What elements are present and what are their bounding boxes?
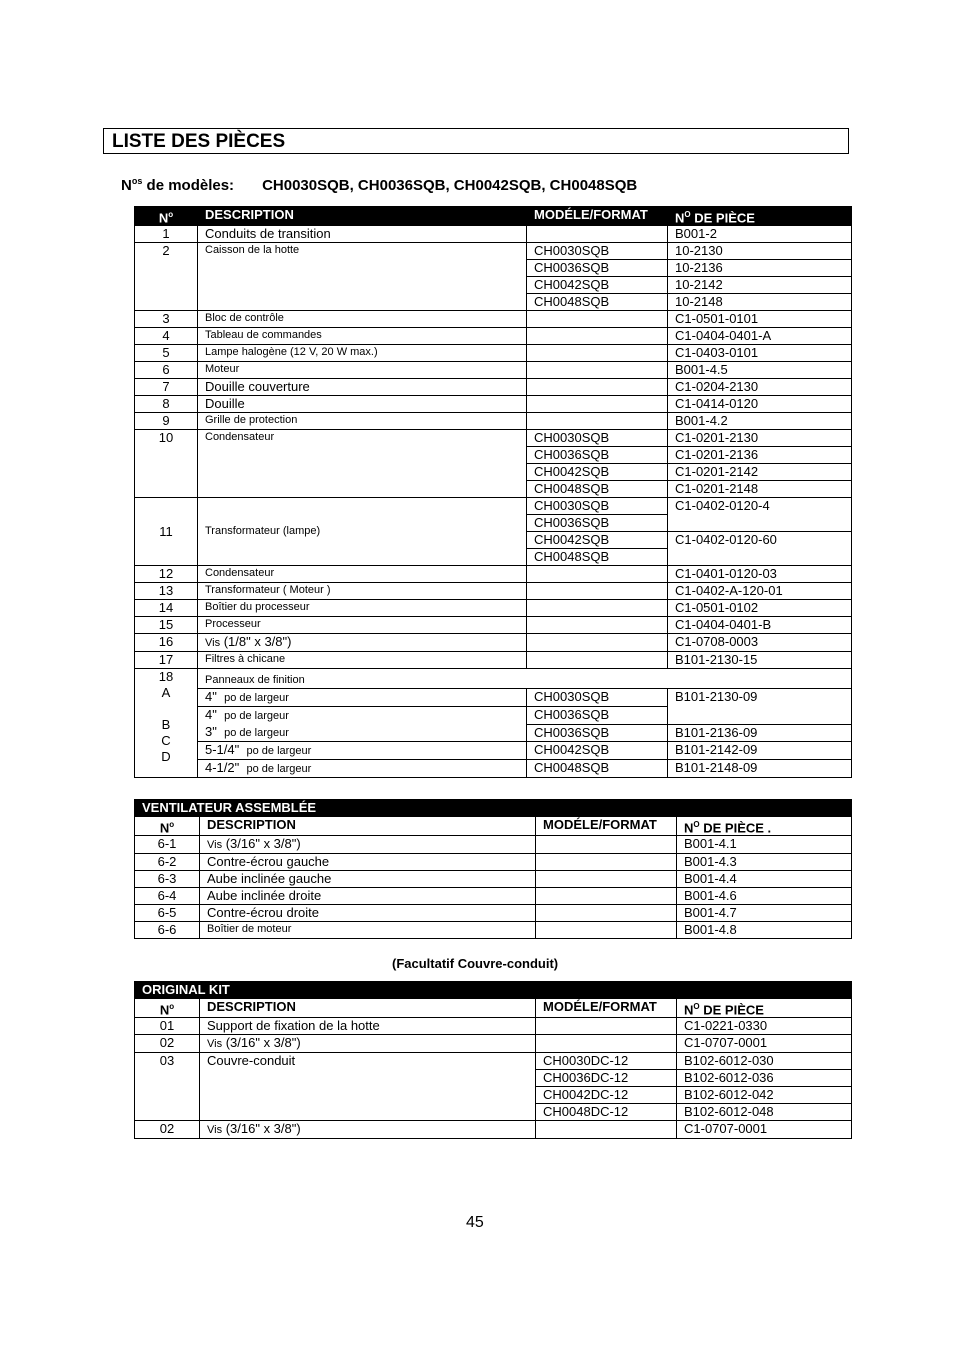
row-model xyxy=(527,600,668,617)
row-part: B001-4.3 xyxy=(677,854,852,871)
row-model xyxy=(536,871,677,888)
row-part: C1-0707-0001 xyxy=(677,1121,852,1139)
row-part: B001-2 xyxy=(668,226,852,243)
row-model xyxy=(527,566,668,583)
header-description: DESCRIPTION xyxy=(198,207,527,226)
row-no: 6-3 xyxy=(135,871,200,888)
row-model: CH0048SQB xyxy=(527,481,668,498)
row-no: 01 xyxy=(135,1018,200,1035)
original-kit-header xyxy=(135,999,852,1018)
row-model xyxy=(527,413,668,430)
table-row xyxy=(135,836,852,854)
row-description: Transformateur ( Moteur ) xyxy=(198,583,527,600)
row-part: B102-6012-042 xyxy=(677,1087,852,1104)
models-label: de modèles: xyxy=(142,177,235,194)
row-no: 6-2 xyxy=(135,854,200,871)
row-model xyxy=(527,583,668,600)
row-no: 1 xyxy=(135,226,198,243)
row-no: 10 xyxy=(135,430,198,498)
row-part: B101-2148-09 xyxy=(668,760,852,778)
table-row xyxy=(135,379,852,396)
header-model: MODÉLE/FORMAT xyxy=(527,207,668,226)
row-model xyxy=(527,226,668,243)
row-model: CH0036SQB xyxy=(527,724,668,742)
row-description: Condensateur xyxy=(198,430,527,498)
row-model: CH0036SQB xyxy=(527,515,668,532)
row-no: 02 xyxy=(135,1035,200,1053)
table-row xyxy=(135,922,852,939)
table-row xyxy=(135,328,852,345)
row-part: B102-6012-036 xyxy=(677,1070,852,1087)
row-no: 6-5 xyxy=(135,905,200,922)
row-part: B001-4.7 xyxy=(677,905,852,922)
table-row xyxy=(135,871,852,888)
row-no: 7 xyxy=(135,379,198,396)
row-part: C1-0201-2148 xyxy=(668,481,852,498)
table-row xyxy=(135,600,852,617)
parts-table-header xyxy=(135,207,852,226)
row-model: CH0048SQB xyxy=(527,294,668,311)
row-model xyxy=(527,311,668,328)
row-model: CH0030SQB xyxy=(527,689,668,707)
section-title: ORIGINAL KIT xyxy=(135,982,852,999)
row-no: 6-6 xyxy=(135,922,200,939)
model-numbers-line xyxy=(121,176,637,194)
row-description: Caisson de la hotte xyxy=(198,243,527,311)
table-row xyxy=(135,760,852,778)
row-part: B101-2130-09 xyxy=(668,689,852,725)
row-part: C1-0708-0003 xyxy=(668,634,852,652)
row-description: Tableau de commandes xyxy=(198,328,527,345)
row-model xyxy=(527,652,668,669)
models-prefix: N xyxy=(121,177,132,194)
row-part: C1-0221-0330 xyxy=(677,1018,852,1035)
header-part-no: $N^O$ DE PIÈCE . xyxy=(677,817,852,836)
table-row xyxy=(135,689,852,707)
row-part: B101-2136-09 xyxy=(668,724,852,742)
row-description: Boîtier du processeur xyxy=(198,600,527,617)
row-part: B102-6012-048 xyxy=(677,1104,852,1121)
row-model: CH0048DC-12 xyxy=(536,1104,677,1121)
table-row xyxy=(135,311,852,328)
table-row xyxy=(135,413,852,430)
row-description: Aube inclinée droite xyxy=(200,888,536,905)
row-model: CH0030SQB xyxy=(527,498,668,515)
row-part: 10-2130 xyxy=(668,243,852,260)
row-description: Lampe halogène (12 V, 20 W max.) xyxy=(198,345,527,362)
row-part: B101-2142-09 xyxy=(668,742,852,760)
row-description: Moteur xyxy=(198,362,527,379)
header-no: $N^o$ xyxy=(135,207,198,226)
row-model: CH0042SQB xyxy=(527,277,668,294)
table-row xyxy=(135,583,852,600)
row-description: Vis (3/16" x 3/8") xyxy=(200,836,536,854)
table-row xyxy=(135,1121,852,1139)
row-no: 13 xyxy=(135,583,198,600)
header-no: $N^o$ xyxy=(135,999,200,1018)
row-part: 10-2136 xyxy=(668,260,852,277)
row-model: CH0042SQB xyxy=(527,532,668,549)
row-part: B001-4.1 xyxy=(677,836,852,854)
table-row xyxy=(135,634,852,652)
row-no: 6-1 xyxy=(135,836,200,854)
row-part: B101-2130-15 xyxy=(668,652,852,669)
original-kit-band xyxy=(135,982,852,999)
row-part: 10-2142 xyxy=(668,277,852,294)
row-model xyxy=(527,379,668,396)
row-description: Conduits de transition xyxy=(198,226,527,243)
row-description: Boîtier de moteur xyxy=(200,922,536,939)
row-model xyxy=(536,836,677,854)
row-no: 2 xyxy=(135,243,198,311)
models-list: CH0030SQB, CH0036SQB, CH0042SQB, CH0048SQB xyxy=(262,177,638,194)
row-description: Panneaux de finition xyxy=(198,669,852,689)
row-description: Condensateur xyxy=(198,566,527,583)
row-description: Filtres à chicane xyxy=(198,652,527,669)
row-description: 5-1/4" po de largeur xyxy=(198,742,527,760)
row-part: C1-0204-2130 xyxy=(668,379,852,396)
row-model: CH0036SQB xyxy=(527,260,668,277)
row-part: C1-0707-0001 xyxy=(677,1035,852,1053)
row-description: Douille couverture xyxy=(198,379,527,396)
row-part: B001-4.5 xyxy=(668,362,852,379)
row-description: Contre-écrou gauche xyxy=(200,854,536,871)
header-description: DESCRIPTION xyxy=(200,999,536,1018)
row-part: C1-0414-0120 xyxy=(668,396,852,413)
row-model: CH0036SQB xyxy=(527,447,668,464)
row-part: C1-0402-0120-4 xyxy=(668,498,852,532)
row-part: C1-0501-0101 xyxy=(668,311,852,328)
table-row xyxy=(135,243,852,260)
row-no-18: 18 A B C D xyxy=(135,669,198,778)
fan-assembly-band xyxy=(135,800,852,817)
row-description: Support de fixation de la hotte xyxy=(200,1018,536,1035)
row-model xyxy=(527,396,668,413)
row-part: C1-0201-2142 xyxy=(668,464,852,481)
row-no: 3 xyxy=(135,311,198,328)
row-model xyxy=(536,888,677,905)
row-model: CH0036DC-12 xyxy=(536,1070,677,1087)
row-description: 4" po de largeur xyxy=(198,689,527,707)
row-description: 4-1/2" po de largeur xyxy=(198,760,527,778)
page-title: LISTE DES PIÈCES xyxy=(112,131,286,152)
row-part: C1-0403-0101 xyxy=(668,345,852,362)
table-row xyxy=(135,854,852,871)
row-model: CH0042DC-12 xyxy=(536,1087,677,1104)
row-model: CH0042SQB xyxy=(527,742,668,760)
row-description: 4" po de largeur 3" po de largeur xyxy=(198,707,527,742)
row-model xyxy=(536,1121,677,1139)
row-model: CH0048SQB xyxy=(527,549,668,566)
row-no: 11 xyxy=(135,498,198,566)
row-description: Couvre-conduit xyxy=(200,1053,536,1121)
header-model: MODÉLE/FORMAT xyxy=(536,817,677,836)
row-model: CH0030SQB xyxy=(527,430,668,447)
table-row xyxy=(135,396,852,413)
header-no: $N^o$ xyxy=(135,817,200,836)
row-no: 15 xyxy=(135,617,198,634)
row-part: C1-0401-0120-03 xyxy=(668,566,852,583)
row-part: C1-0402-0120-60 xyxy=(668,532,852,566)
parts-table xyxy=(134,206,852,778)
row-no: 4 xyxy=(135,328,198,345)
row-part: B001-4.2 xyxy=(668,413,852,430)
original-kit-table xyxy=(134,981,852,1139)
row-no: 6-4 xyxy=(135,888,200,905)
row-description: Aube inclinée gauche xyxy=(200,871,536,888)
row-part: C1-0201-2136 xyxy=(668,447,852,464)
table-row xyxy=(135,669,852,689)
row-description: Processeur xyxy=(198,617,527,634)
table-row xyxy=(135,1018,852,1035)
row-model xyxy=(527,617,668,634)
optional-duct-cover-label: (Facultatif Couvre-conduit) xyxy=(392,956,559,971)
table-row xyxy=(135,345,852,362)
models-prefix-sup: os xyxy=(131,176,143,186)
section-title: VENTILATEUR ASSEMBLÉE xyxy=(135,800,852,817)
row-no: 17 xyxy=(135,652,198,669)
row-part: C1-0501-0102 xyxy=(668,600,852,617)
row-description: Vis (3/16" x 3/8") xyxy=(200,1035,536,1053)
row-description: Douille xyxy=(198,396,527,413)
title-box xyxy=(103,128,849,154)
table-row xyxy=(135,1053,852,1070)
row-part: B102-6012-030 xyxy=(677,1053,852,1070)
table-row xyxy=(135,742,852,760)
table-row xyxy=(135,498,852,515)
row-model: CH0030SQB xyxy=(527,243,668,260)
table-row xyxy=(135,905,852,922)
row-model xyxy=(536,922,677,939)
row-description: Transformateur (lampe) xyxy=(198,498,527,566)
fan-assembly-table xyxy=(134,799,852,939)
row-description: Vis (1/8" x 3/8") xyxy=(198,634,527,652)
row-description: Bloc de contrôle xyxy=(198,311,527,328)
row-model: CH0048SQB xyxy=(527,760,668,778)
row-part: 10-2148 xyxy=(668,294,852,311)
row-no: 12 xyxy=(135,566,198,583)
header-part-no: $N^O$ DE PIÈCE xyxy=(668,207,852,226)
row-model xyxy=(527,634,668,652)
row-model xyxy=(536,905,677,922)
row-no: 8 xyxy=(135,396,198,413)
row-description: Grille de protection xyxy=(198,413,527,430)
row-no: 6 xyxy=(135,362,198,379)
row-description: Contre-écrou droite xyxy=(200,905,536,922)
row-model xyxy=(536,1018,677,1035)
row-part: B001-4.6 xyxy=(677,888,852,905)
header-model: MODÉLE/FORMAT xyxy=(536,999,677,1018)
row-part: C1-0201-2130 xyxy=(668,430,852,447)
row-model: CH0042SQB xyxy=(527,464,668,481)
row-no: 03 xyxy=(135,1053,200,1121)
table-row xyxy=(135,617,852,634)
table-row xyxy=(135,888,852,905)
row-description: Vis (3/16" x 3/8") xyxy=(200,1121,536,1139)
row-part: C1-0404-0401-A xyxy=(668,328,852,345)
row-model: CH0030DC-12 xyxy=(536,1053,677,1070)
table-row xyxy=(135,362,852,379)
row-no: 5 xyxy=(135,345,198,362)
row-no: 16 xyxy=(135,634,198,652)
row-model xyxy=(527,362,668,379)
table-row xyxy=(135,1035,852,1053)
row-part: B001-4.8 xyxy=(677,922,852,939)
row-part: B001-4.4 xyxy=(677,871,852,888)
table-row xyxy=(135,652,852,669)
row-model xyxy=(536,854,677,871)
row-model xyxy=(527,328,668,345)
table-row xyxy=(135,430,852,447)
table-row xyxy=(135,566,852,583)
fan-assembly-header xyxy=(135,817,852,836)
table-row xyxy=(135,226,852,243)
row-no: 02 xyxy=(135,1121,200,1139)
row-no: 14 xyxy=(135,600,198,617)
row-part: C1-0404-0401-B xyxy=(668,617,852,634)
row-part: C1-0402-A-120-01 xyxy=(668,583,852,600)
row-model: CH0036SQB xyxy=(527,707,668,725)
row-model xyxy=(527,345,668,362)
page-number: 45 xyxy=(466,1214,484,1231)
row-no: 9 xyxy=(135,413,198,430)
row-model xyxy=(536,1035,677,1053)
header-part-no: $N^O$ DE PIÈCE xyxy=(677,999,852,1018)
header-description: DESCRIPTION xyxy=(200,817,536,836)
